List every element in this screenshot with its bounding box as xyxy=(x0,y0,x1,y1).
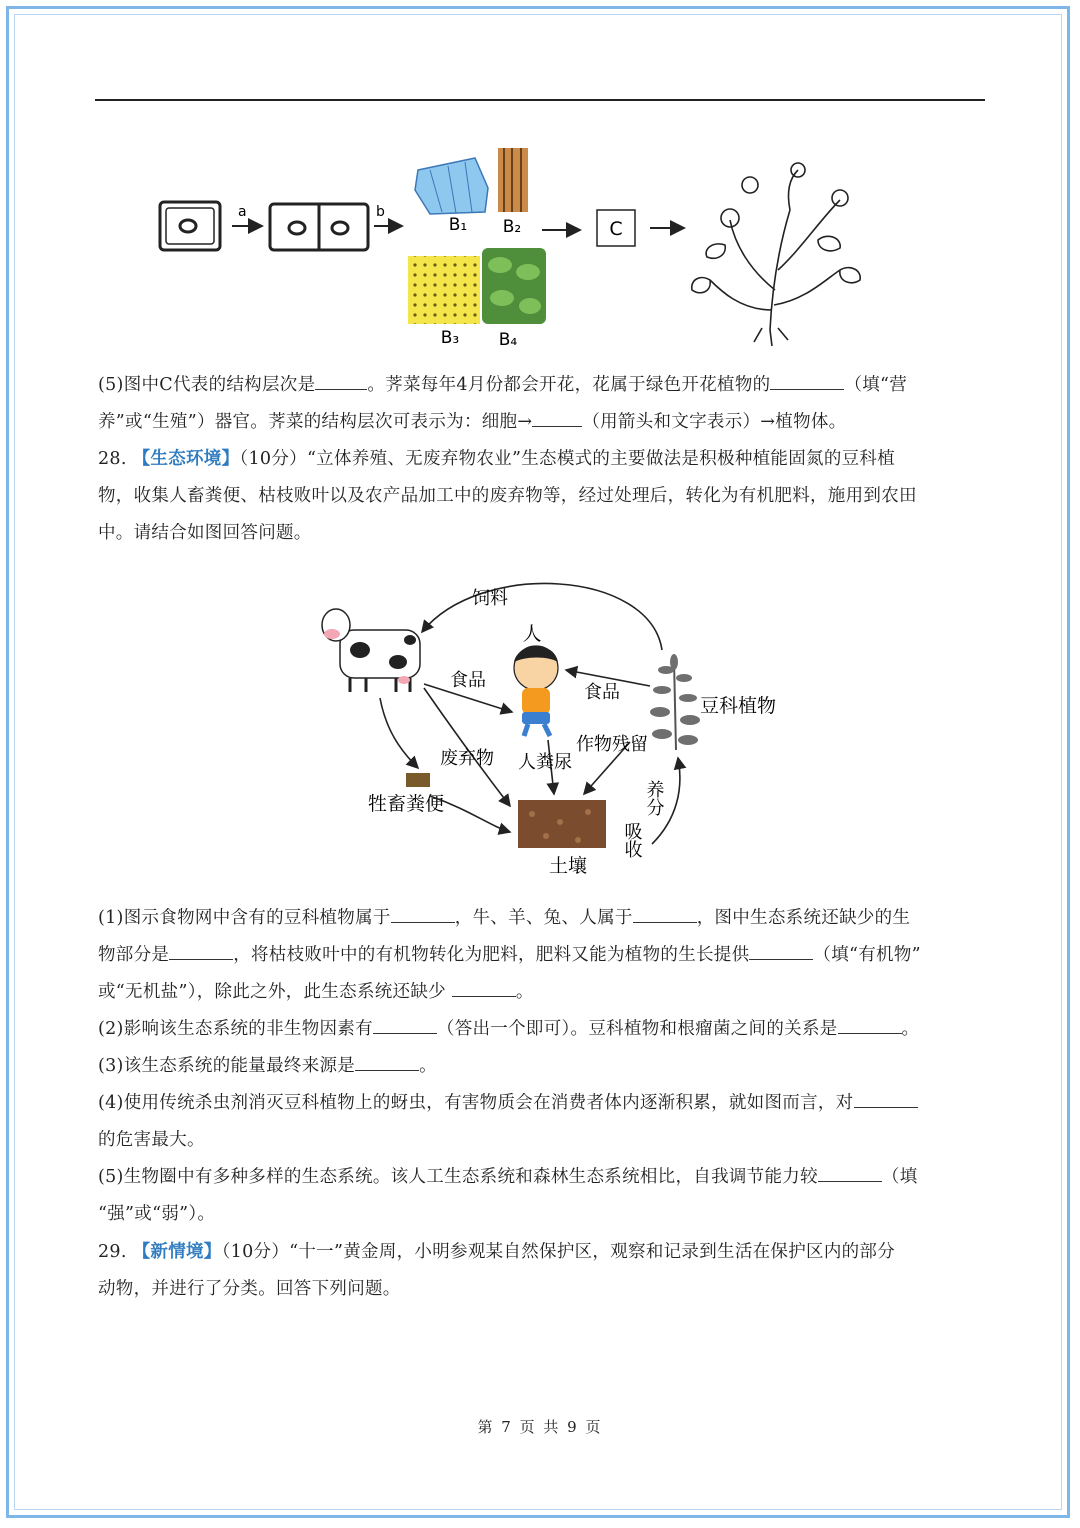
human-label: 人 xyxy=(522,623,542,645)
page-footer: 第 7 页 共 9 页 xyxy=(477,1418,603,1436)
edge-waste-label: 废弃物 xyxy=(440,748,494,769)
tissue-b1-image xyxy=(415,158,488,214)
topic-tag: 【新情境】 xyxy=(132,1242,222,1262)
answer-blank[interactable] xyxy=(391,904,455,923)
question-number: 29. xyxy=(98,1242,127,1262)
shepherds-purse-plant-image xyxy=(692,163,860,346)
q27-subquestion-5: (5)图中C代表的结构层次是 。荠菜每年4月份都会开花，花属于绿色开花植物的 （填“营 养”或“生殖”）器官。荠菜的结构层次可表示为：细胞→ （用箭头和文字表示）→植物体。 xyxy=(98,367,988,441)
soil-image xyxy=(518,800,606,848)
question-28: 28. 【生态环境】（10分）“立体养殖、无废弃物农业”生态模式的主要做法是积极种植能固氮的豆科植 物，收集人畜粪便、枯枝败叶以及农产品加工中的废弃物等，经过处理后，转化为有机肥料，施用到农田 中。请结合如图回答问题。 xyxy=(98,449,917,543)
answer-blank[interactable] xyxy=(355,1052,419,1071)
tissue-b2-image xyxy=(498,148,528,212)
edge-residue-label: 作物残留 xyxy=(576,734,648,755)
tissue-b1-label: B₁ xyxy=(448,215,468,235)
manure-image xyxy=(406,773,430,787)
manure-label: 牲畜粪便 xyxy=(368,793,445,815)
answer-blank[interactable] xyxy=(373,1015,437,1034)
edge-absorb-label: 吸收 xyxy=(621,822,643,858)
edge-nutrient-label: 养分 xyxy=(643,780,665,816)
answer-blank[interactable] xyxy=(633,904,697,923)
answer-blank[interactable] xyxy=(770,371,844,390)
answer-blank[interactable] xyxy=(838,1015,902,1034)
tissue-b3-label: B₃ xyxy=(440,328,460,348)
soil-label: 土壤 xyxy=(548,855,588,877)
edge-food-left-label: 食品 xyxy=(450,670,486,691)
edge-food-right-label: 食品 xyxy=(584,682,620,703)
answer-blank[interactable] xyxy=(169,941,233,960)
cow-image xyxy=(322,609,420,692)
edge-excreta-label: 人粪尿 xyxy=(518,752,572,773)
arrow-feed xyxy=(422,584,662,650)
divided-cells xyxy=(270,204,368,250)
single-cell xyxy=(160,202,220,250)
q28-subquestions: (1)图示食物网中含有的豆科植物属于 ，牛、羊、兔、人属于 ，图中生态系统还缺少的生 物部分是 ，将枯枝败叶中的有机物转化为肥料，肥料又能为植物的生长提供 （填“有机物” 或“无机盐”），除此之外，此生态系统还缺少 。 (2)影响该生态系统的非生物因素有 （答出一个即可）。豆科植物和根瘤菌之间的关系是 。 (3)该生态系统的能量最终来源是 。 (4)使用传统杀虫剂消灭豆科植物上的蚜虫，有害物质会在消费者体内逐渐积累，就如图而言，对 的危害最大。 (5)生物圈中有多种多样的生态系统。该人工生态系统和森林生态系统相比，自我调节能力较 （填 “强”或“弱”）。 xyxy=(98,900,988,1233)
answer-blank[interactable] xyxy=(818,1163,882,1182)
topic-tag: 【生态环境】 xyxy=(132,449,240,469)
arrow-waste-soil xyxy=(424,688,510,806)
answer-blank[interactable] xyxy=(452,978,516,997)
tissue-b4-image xyxy=(482,248,546,324)
ecosystem-diagram xyxy=(300,570,800,885)
legume-plant-image xyxy=(650,654,700,750)
answer-blank[interactable] xyxy=(532,408,582,427)
arrow-b-label: b xyxy=(376,204,385,220)
tissue-b3-image xyxy=(408,256,480,324)
edge-feed-label: 饲料 xyxy=(472,588,508,609)
answer-blank[interactable] xyxy=(315,371,367,390)
plant-structure-figure xyxy=(150,140,890,355)
arrow-a-label: a xyxy=(238,204,247,220)
question-number: 28. xyxy=(98,449,127,469)
arrow-cow-manure xyxy=(380,698,418,768)
legume-label: 豆科植物 xyxy=(700,695,777,717)
tissue-b2-label: B₂ xyxy=(502,217,522,237)
header-rule xyxy=(95,99,985,101)
human-boy-image xyxy=(514,646,558,736)
level-c-label: C xyxy=(609,218,623,240)
answer-blank[interactable] xyxy=(854,1089,918,1108)
question-29: 29. 【新情境】（10分）“十一”黄金周，小明参观某自然保护区，观察和记录到生活在保护区内的部分 动物，并进行了分类。回答下列问题。 xyxy=(98,1242,896,1299)
answer-blank[interactable] xyxy=(749,941,813,960)
tissue-b4-label: B₄ xyxy=(498,330,518,350)
